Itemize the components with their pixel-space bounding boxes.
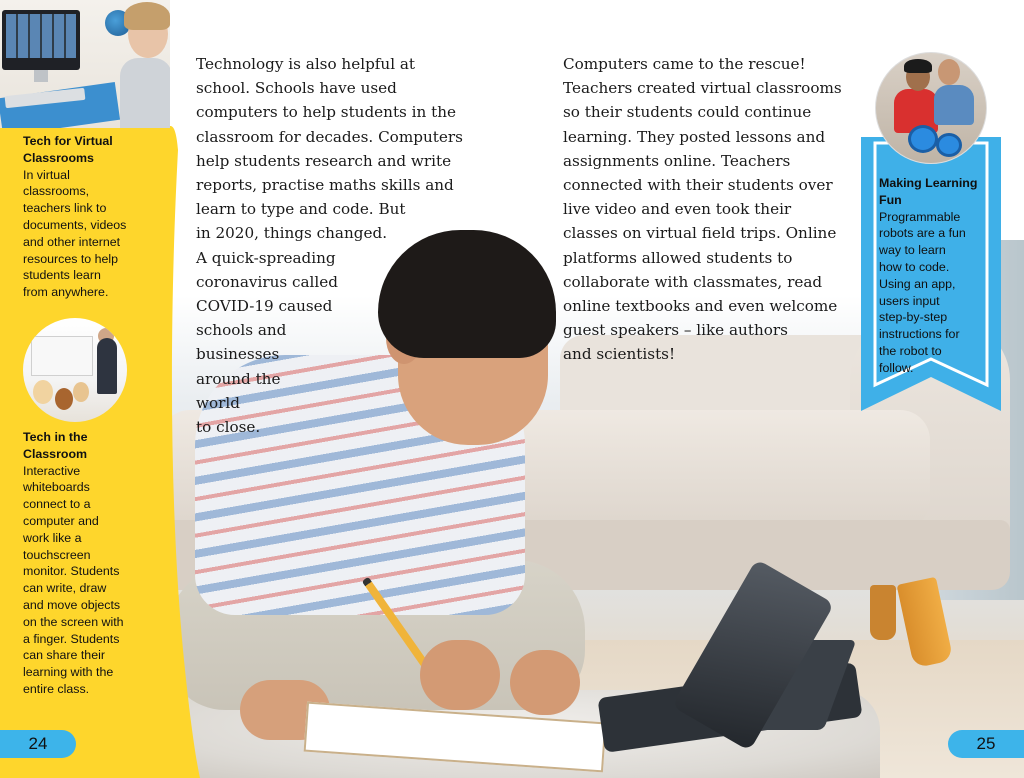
virtual-classroom-photo <box>0 0 170 128</box>
ribbon-line: robots are a fun <box>879 226 966 241</box>
body-line: Teachers created virtual classrooms <box>563 79 842 98</box>
robot <box>936 133 962 157</box>
body-line: online textbooks and even welcome <box>563 297 838 316</box>
body-line: coronavirus called <box>196 272 338 291</box>
tab-line: whiteboards <box>23 480 90 495</box>
tab-line: touchscreen <box>23 547 91 562</box>
making-learning-fun-text <box>879 175 989 377</box>
boy-hand-left <box>510 650 580 715</box>
tab-line: students learn <box>23 268 101 283</box>
page-number-right: 25 <box>948 730 1024 758</box>
tech-virtual-classrooms-text <box>23 133 145 301</box>
student <box>73 382 89 402</box>
child-hair <box>124 2 170 30</box>
body-line: classroom for decades. Computers <box>196 127 463 146</box>
ribbon-line: Programmable <box>879 209 961 224</box>
ribbon-line: step-by-step <box>879 310 948 325</box>
body-line: live video and even took their <box>563 200 792 219</box>
tab-line: documents, videos <box>23 217 127 232</box>
ribbon-heading: Making Learning Fun <box>879 176 978 207</box>
tab-line: learning with the <box>23 665 114 680</box>
teacher <box>97 338 117 394</box>
body-line: guest speakers – like authors <box>563 321 788 340</box>
tab-line: and move objects <box>23 597 121 612</box>
ribbon-line: how to code. <box>879 259 950 274</box>
ribbon-body <box>879 209 989 377</box>
student <box>55 388 73 410</box>
girl-head <box>938 59 960 85</box>
sofa-leg-back <box>870 585 896 640</box>
body-line: Technology is also helpful at <box>196 55 416 73</box>
ribbon-line: follow. <box>879 360 914 375</box>
tab-line: monitor. Students <box>23 564 120 579</box>
boy-hand <box>420 640 500 710</box>
tab-line: work like a <box>23 530 82 545</box>
tab-line: connect to a <box>23 497 91 512</box>
robots-photo <box>875 52 987 164</box>
body-line: help students research and write <box>196 151 452 170</box>
body-line: in 2020, things changed. <box>196 224 388 243</box>
tab-line: entire class. <box>23 681 90 696</box>
ribbon-line: way to learn <box>879 243 946 258</box>
monitor-screen <box>6 14 76 58</box>
tab-body <box>23 463 145 698</box>
body-line: connected with their students over <box>563 176 833 195</box>
body-line: COVID-19 caused <box>196 297 333 316</box>
body-line: around the <box>196 369 281 388</box>
body-line: schools and <box>196 321 287 340</box>
ribbon-line: Using an app, <box>879 276 956 291</box>
whiteboard-classroom-photo <box>23 318 127 422</box>
body-line: to close. <box>196 418 261 437</box>
body-line: classes on virtual field trips. Online <box>563 224 837 243</box>
tab-line: Interactive <box>23 463 81 478</box>
tab-line: and other internet <box>23 234 121 249</box>
tab-line: on the screen with <box>23 614 124 629</box>
tab-line: resources to help <box>23 251 119 266</box>
tab-line: from anywhere. <box>23 285 109 300</box>
tab-line: In virtual <box>23 167 70 182</box>
page-number-left: 24 <box>0 730 76 758</box>
body-column-right <box>563 52 843 367</box>
whiteboard <box>31 336 93 376</box>
body-line: A quick-spreading <box>196 248 336 267</box>
tab-heading: Tech for Virtual Classrooms <box>23 134 113 165</box>
body-line: businesses <box>196 345 280 364</box>
tech-in-classroom-text <box>23 429 145 698</box>
tab-line: a finger. Students <box>23 631 120 646</box>
body-line: learn to type and code. But <box>196 200 406 219</box>
body-line: school. Schools have used <box>196 79 397 98</box>
body-line: Computers came to the rescue! <box>563 55 806 73</box>
tab-line: classrooms, <box>23 184 90 199</box>
body-line: platforms allowed students to <box>563 248 793 267</box>
body-line: learning. They posted lessons and <box>563 127 826 146</box>
body-line: so their students could continue <box>563 103 812 122</box>
tab-line: can write, draw <box>23 581 107 596</box>
tab-line: can share their <box>23 648 105 663</box>
body-line: reports, practise maths skills and <box>196 176 454 195</box>
ribbon-line: instructions for <box>879 327 960 342</box>
tab-heading: Tech in the Classroom <box>23 430 88 461</box>
child-body <box>120 58 170 128</box>
girl-body <box>934 85 974 125</box>
ribbon-line: the robot to <box>879 343 942 358</box>
body-column-left <box>196 52 466 439</box>
robot <box>908 125 938 153</box>
student <box>33 380 53 404</box>
body-line: collaborate with classmates, read <box>563 272 823 291</box>
tab-body <box>23 167 145 301</box>
tab-line: teachers link to <box>23 201 107 216</box>
boy-hair <box>904 59 932 73</box>
body-line: and scientists! <box>563 345 676 364</box>
body-line: world <box>196 393 240 412</box>
ribbon-line: users input <box>879 293 940 308</box>
monitor-stand <box>34 70 48 82</box>
left-sidebar <box>0 0 200 778</box>
body-line: computers to help students in the <box>196 103 457 122</box>
body-line: assignments online. Teachers <box>563 151 791 170</box>
tab-line: computer and <box>23 513 99 528</box>
